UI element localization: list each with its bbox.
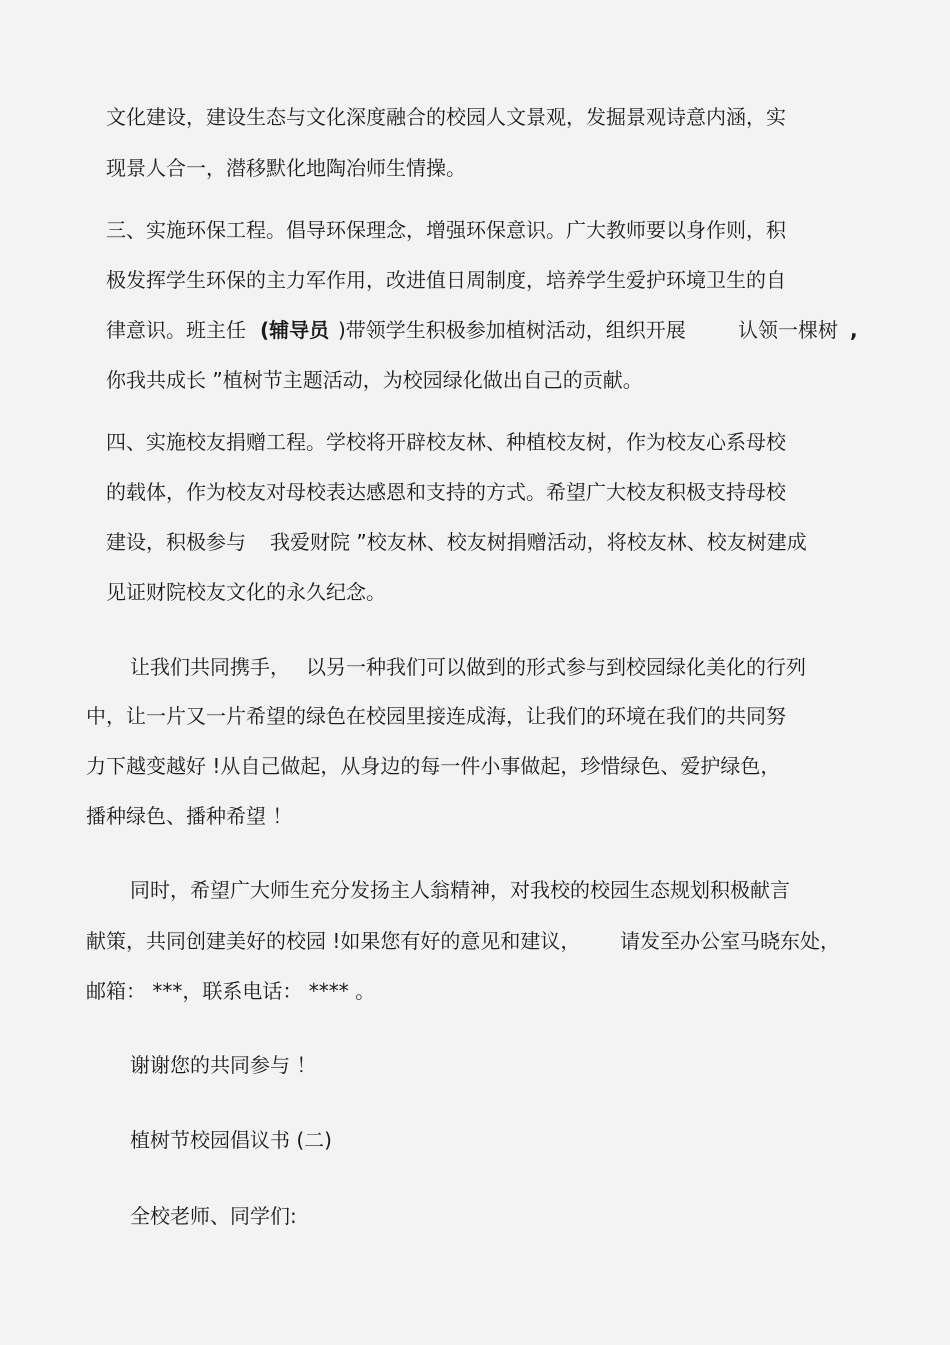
paragraph-together-line-2: 中，让一片又一片希望的绿色在校园里接连成海，让我们的环境在我们的共同努	[86, 704, 786, 728]
paragraph-together-line-1-head: 让我们共同携手，	[130, 655, 290, 679]
salutation-line: 全校老师、同学们:	[130, 1204, 297, 1228]
paragraph-environment-line-1: 三、实施环保工程。倡导环保理念，增强环保意识。广大教师要以身作则，积	[106, 218, 786, 242]
paragraph-alumni-line-3-head: 建设，积极参与	[106, 530, 246, 554]
paragraph-environment-line-3-comma: ,	[850, 318, 858, 342]
paragraph-suggestions-line-2	[86, 929, 846, 955]
paragraph-culture-line-1: 文化建设，建设生态与文化深度融合的校园人文景观，发掘景观诗意内涵，实	[106, 105, 786, 129]
thanks-line: 谢谢您的共同参与 ！	[130, 1053, 317, 1077]
paragraph-environment-line-3-head: 律意识。班主任	[106, 318, 246, 342]
paragraph-together-line-3: 力下越变越好 !从自己做起，从身边的每一件小事做起，珍惜绿色、爱护绿色，	[86, 754, 781, 778]
section-title: 植树节校园倡议书 (二)	[130, 1128, 332, 1152]
paragraph-environment-line-3-activity: )带领学生积极参加植树活动，组织开展	[338, 318, 686, 342]
paragraph-together-line-1-tail: 以另一种我们可以做到的形式参与到校园绿化美化的行列	[306, 655, 806, 679]
paragraph-suggestions-line-1: 同时，希望广大师生充分发扬主人翁精神，对我校的校园生态规划积极献言	[130, 878, 790, 902]
paragraph-alumni-line-4: 见证财院校友文化的永久纪念。	[106, 580, 386, 604]
paragraph-environment-line-3-paren-open: (辅导员	[260, 318, 330, 342]
paragraph-environment-line-4: 你我共成长 ”植树节主题活动，为校园绿化做出自己的贡献。	[106, 368, 643, 392]
paragraph-environment-line-3-quote: 认领一棵树	[738, 318, 838, 342]
paragraph-culture-line-2: 现景人合一，潜移默化地陶冶师生情操。	[106, 156, 466, 180]
paragraph-suggestions-line-2-head: 献策，共同创建美好的校园 !如果您有好的意见和建议，	[86, 929, 581, 953]
paragraph-alumni-line-3-tail: 我爱财院 ”校友林、校友树捐赠活动，将校友林、校友树建成	[270, 530, 807, 554]
paragraph-environment-line-2: 极发挥学生环保的主力军作用，改进值日周制度，培养学生爱护环境卫生的自	[106, 268, 786, 292]
paragraph-together-line-1	[130, 655, 850, 681]
paragraph-together-line-4: 播种绿色、播种希望 ！	[86, 804, 293, 828]
paragraph-suggestions-line-3: 邮箱： ***，联系电话： **** 。	[86, 979, 376, 1003]
paragraph-alumni-line-1: 四、实施校友捐赠工程。学校将开辟校友林、种植校友树，作为校友心系母校	[106, 430, 786, 454]
paragraph-suggestions-line-2-tail: 请发至办公室马晓东处，	[620, 929, 840, 953]
paragraph-alumni-line-3	[106, 530, 846, 556]
paragraph-environment-line-3	[106, 318, 866, 344]
paragraph-alumni-line-2: 的载体，作为校友对母校表达感恩和支持的方式。希望广大校友积极支持母校	[106, 480, 786, 504]
